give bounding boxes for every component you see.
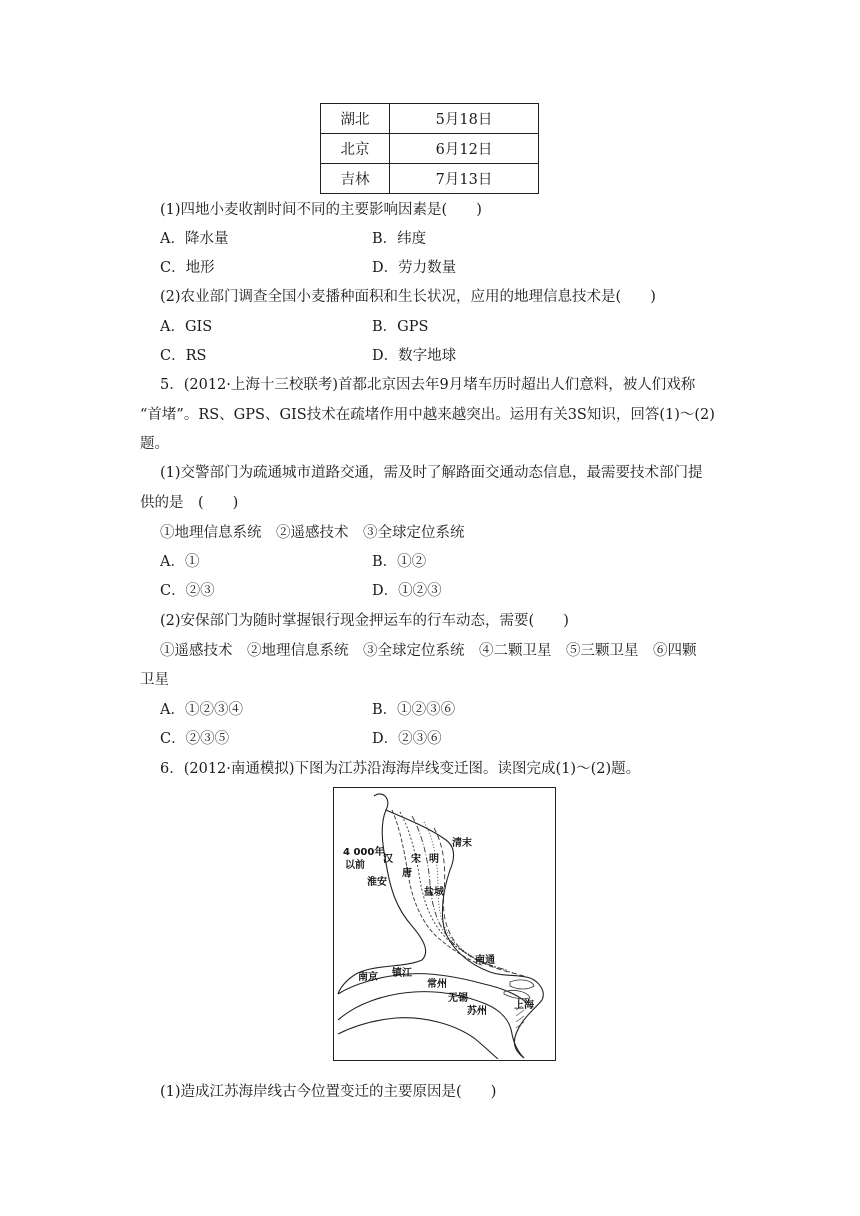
- coastline-map-drawing: [334, 788, 554, 1059]
- south-coast: [338, 1018, 498, 1059]
- map-label-zhenjiang: 镇江: [392, 968, 412, 979]
- q5-sub2-option-b: B．①②③⑥: [372, 702, 456, 718]
- q5-sub1-stem-line1: (1)交警部门为疏通城市道路交通，需及时了解路面交通动态信息，最需要技术部门提: [160, 465, 703, 481]
- q5-intro-line3: 题。: [140, 436, 169, 452]
- q4-sub1-option-c: C．地形: [160, 260, 215, 276]
- map-label-before: 以前: [345, 860, 365, 871]
- estuary-island: [510, 980, 534, 989]
- q4-sub1-option-a: A．降水量: [160, 231, 229, 247]
- q4-sub2-stem: (2)农业部门调查全国小麦播种面积和生长状况，应用的地理信息技术是( ): [160, 289, 656, 305]
- q5-intro-line2: “首堵”。RS、GPS、GIS技术在疏堵作用中越来越突出。运用有关3S知识，回答(1)～(2): [140, 407, 715, 423]
- map-label-nanjing: 南京: [358, 972, 378, 983]
- q4-sub1-option-b: B．纬度: [372, 231, 427, 247]
- table-cell-date: 5月18日: [390, 104, 539, 134]
- map-label-huaian: 淮安: [367, 877, 387, 888]
- coastline-tang: [400, 812, 498, 968]
- q4-sub1-option-d: D．劳力数量: [372, 260, 457, 276]
- q5-sub2-option-c: C．②③⑤: [160, 731, 230, 747]
- q4-sub2-option-d: D．数字地球: [372, 348, 457, 364]
- q6-sub1-stem: (1)造成江苏海岸线古今位置变迁的主要原因是( ): [160, 1084, 497, 1100]
- table-cell-province: 吉林: [321, 164, 390, 194]
- q5-sub2-items-line2: 卫星: [140, 672, 169, 688]
- q5-sub1-items: ①地理信息系统 ②遥感技术 ③全球定位系统: [160, 525, 465, 541]
- q5-sub2-items-line1: ①遥感技术 ②地理信息系统 ③全球定位系统 ④二颗卫星 ⑤三颗卫星 ⑥四颗: [160, 643, 697, 659]
- table-row: [321, 164, 539, 194]
- map-label-han: 汉: [383, 854, 393, 865]
- q4-sub2-option-c: C．RS: [160, 348, 207, 364]
- map-label-nantong: 南通: [475, 955, 495, 966]
- q5-sub1-option-b: B．①②: [372, 554, 427, 570]
- map-label-suzhou: 苏州: [467, 1006, 487, 1017]
- table-cell-province: 北京: [321, 134, 390, 164]
- q4-sub1-stem: (1)四地小麦收割时间不同的主要影响因素是( ): [160, 202, 482, 218]
- table-cell-province: 湖北: [321, 104, 390, 134]
- q5-sub1-option-c: C．②③: [160, 583, 215, 599]
- q6-intro: 6．(2012·南通模拟)下图为江苏沿海海岸线变迁图。读图完成(1)～(2)题。: [160, 761, 641, 777]
- table-cell-date: 6月12日: [390, 134, 539, 164]
- table-row: [321, 104, 539, 134]
- map-label-changzhou: 常州: [427, 979, 447, 990]
- map-label-song: 宋: [411, 854, 421, 865]
- q5-sub2-stem: (2)安保部门为随时掌握银行现金押运车的行车动态，需要( ): [160, 613, 569, 629]
- map-label-shanghai: 上海: [514, 1000, 534, 1011]
- map-label-ming: 明: [429, 854, 439, 865]
- q5-intro-line1: 5．(2012·上海十三校联考)首都北京因去年9月堵车历时超出人们意料，被人们戏称: [160, 377, 696, 393]
- q4-sub2-option-b: B．GPS: [372, 319, 429, 335]
- q4-sub2-option-a: A．GIS: [160, 319, 213, 335]
- harvest-date-table: [320, 103, 539, 194]
- table-row: [321, 134, 539, 164]
- table-cell-date: 7月13日: [390, 164, 539, 194]
- map-label-4000-years: 4 000年: [343, 847, 385, 858]
- q5-sub1-option-d: D．①②③: [372, 583, 442, 599]
- q5-sub1-option-a: A．①: [160, 554, 200, 570]
- map-label-qingmo: 清末: [452, 838, 472, 849]
- q5-sub2-option-d: D．②③⑥: [372, 731, 442, 747]
- coastline-change-map: [333, 787, 556, 1061]
- q5-sub1-stem-line2: 供的是 ( ): [140, 495, 239, 511]
- yangtze-south-bank: [338, 992, 524, 1058]
- map-label-tang: 唐: [402, 868, 412, 879]
- map-label-yancheng: 盐城: [424, 887, 444, 898]
- q5-sub2-option-a: A．①②③④: [160, 702, 243, 718]
- map-label-wuxi: 无锡: [448, 993, 468, 1004]
